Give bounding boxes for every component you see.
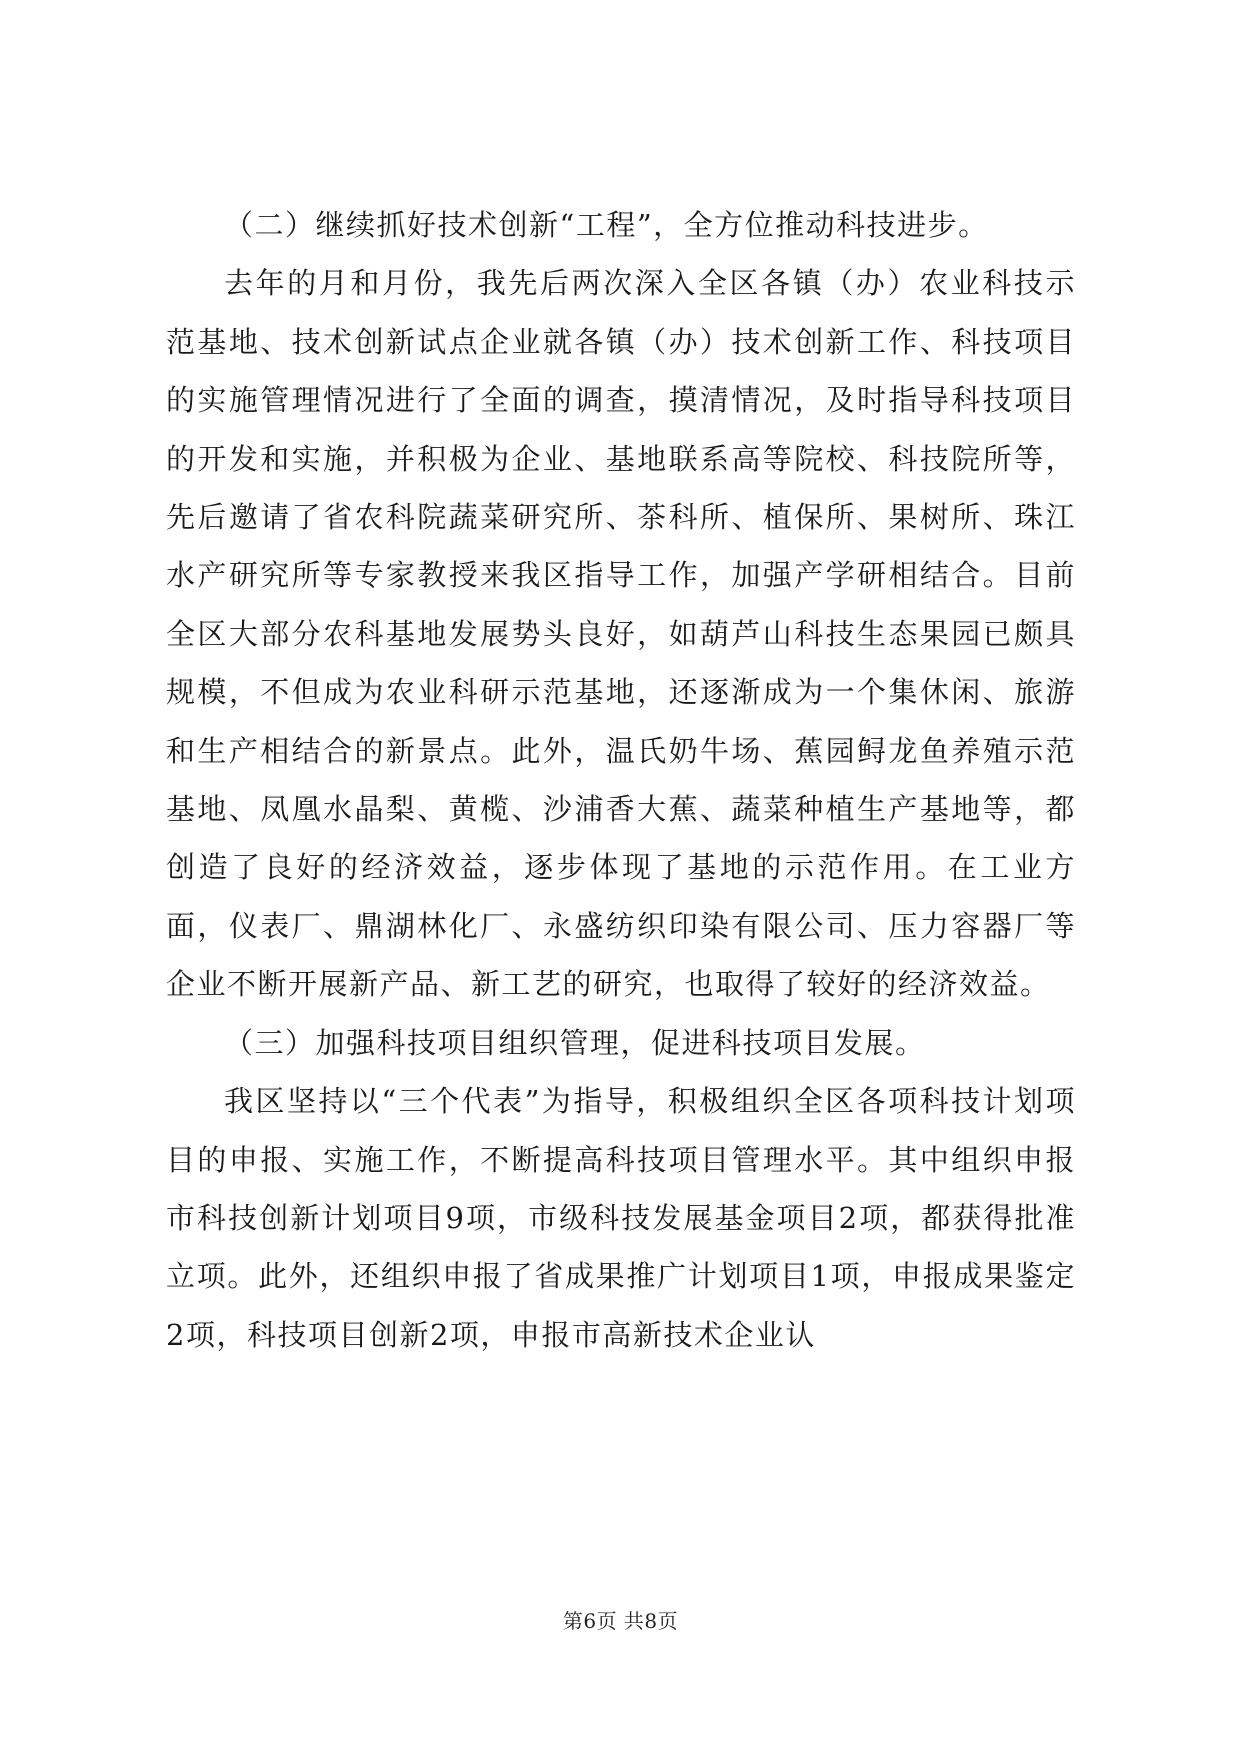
section-heading-2: （二）继续抓好技术创新“工程”，全方位推动科技进步。 bbox=[224, 208, 989, 242]
section-heading-3: （三）加强科技项目组织管理，促进科技项目发展。 bbox=[224, 1025, 926, 1060]
body-text bbox=[166, 196, 1076, 1364]
paragraph-project-management: 我区坚持以“三个代表”为指导，积极组织全区各项科技计划项目的申报、实施工作，不断提高科技项目管理水平。其中组织申报市科技创新计划项目9项，市级科技发展基金项目2项，都获得批准立项。此外，还组织申报了省成果推广计划项目1项，申报成果鉴定2项，科技项目创新2项，申报市高新技术企业认 bbox=[166, 1084, 1076, 1352]
page-number-footer: 第6页 共8页 bbox=[562, 1609, 679, 1633]
paragraph-tech-innovation: 去年的月和月份，我先后两次深入全区各镇（办）农业科技示范基地、技术创新试点企业就各镇（办）技术创新工作、科技项目的实施管理情况进行了全面的调查，摸清情况，及时指导科技项目的开发和实施，并积极为企业、基地联系高等院校、科技院所等，先后邀请了省农科院蔬菜研究所、茶科所、植保所、果树所、珠江水产研究所等专家教授来我区指导工作，加强产学研相结合。目前全区大部分农科基地发展势头良好，如葫芦山科技生态果园已颇具规模，不但成为农业科研示范基地，还逐渐成为一个集休闲、旅游和生产相结合的新景点。此外，温氏奶牛场、蕉园鲟龙鱼养殖示范基地、凤凰水晶梨、黄榄、沙浦香大蕉、蔬菜种植生产基地等，都创造了良好的经济效益，逐步体现了基地的示范作用。在工业方面，仪表厂、鼎湖林化厂、永盛纺织印染有限公司、压力容器厂等企业不断开展新产品、新工艺的研究，也取得了较好的经济效益。 bbox=[166, 266, 1076, 1002]
